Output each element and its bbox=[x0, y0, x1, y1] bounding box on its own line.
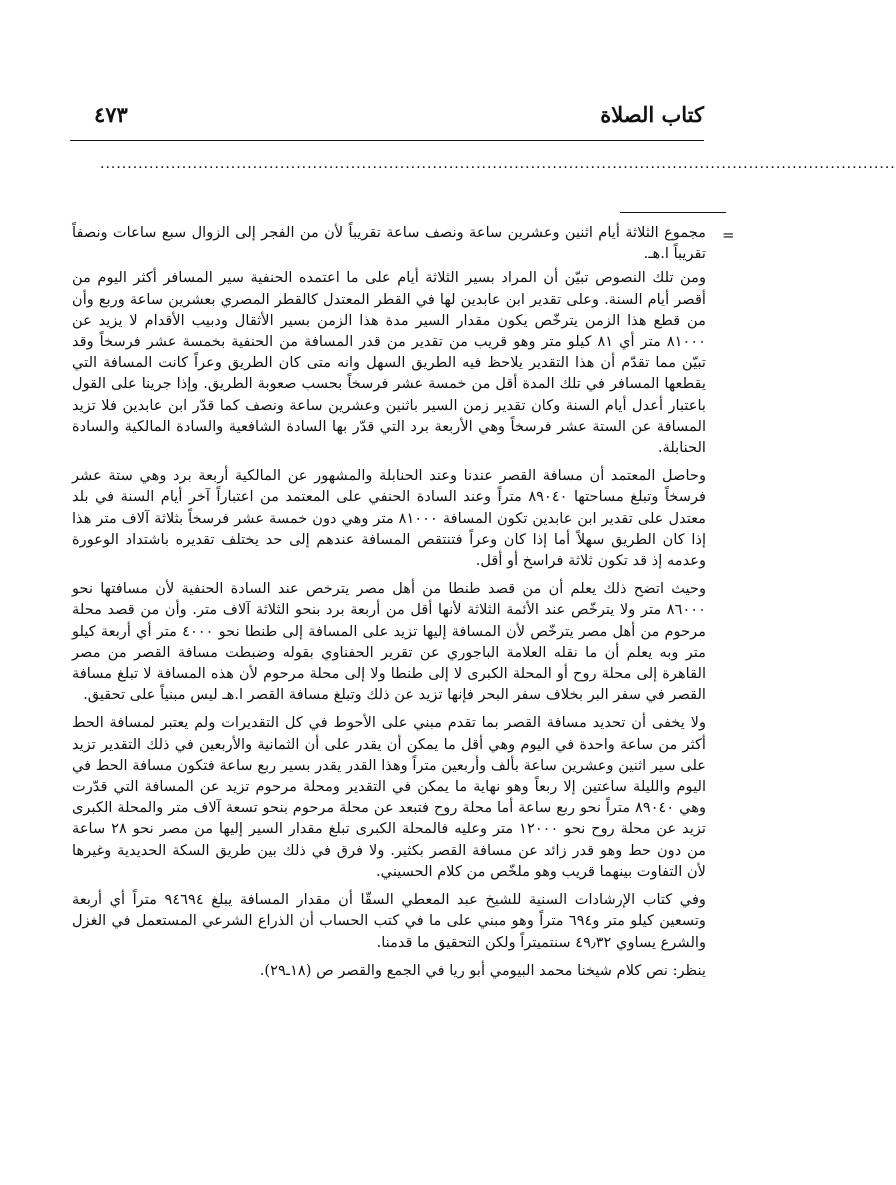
footnote-paragraph-7: ينظر: نص كلام شيخنا محمد البيومي أبو ريا في الجمع والقصر ص (١٨ـ٢٩). bbox=[259, 961, 706, 979]
chapter-title: كتاب الصلاة bbox=[600, 102, 704, 127]
footnote-paragraph-5: ولا يخفى أن تحديد مسافة القصر بما تقدم مبني على الأحوط في كل التقديرات ولم يعتبر لمسافة الحط أكثر من ساعة واحدة في اليوم وهي أقل ما يمكن أن يقدر على أن الثمانية والأربعين في ذلك التقدير تزيد على سير اثنين وعشرين ساعة بألف وأربعين متراً وهذا القدر يقدر بسير ربع ساعة فتكون مسافة الحط في اليوم والليلة ساعتين إلا ربعاً وهو نهاية ما يمكن في التقدير ومحلة مرحوم تزيد عن المسافة التي قدّرت وهي ٨٩٠٤٠ متراً نحو ربع ساعة أما محلة روح فتبعد عن محلة مرحوم بنحو تسعة آلاف متر والمحلة الكبرى تزيد عن محلة روح نحو ١٢٠٠٠ متر وعليه فالمحلة الكبرى تبلغ مقدار السير إليها من مصر نحو ٢٨ ساعة من دون حط وهو قدر زائد عن مسافة القصر بكثير. ولا فرق في ذلك بين طريق السكة الحديدية وغيرها لأن التفاوت بينهما قريب وهو ملخّص من كلام الحسيني. bbox=[72, 714, 706, 880]
footnote-paragraph-6: وفي كتاب الإرشادات السنية للشيخ عبد المعطي السقّا أن مقدار المسافة يبلغ ٩٤٦٩٤ متراً أي أربعة وتسعين كيلو متر و٦٩٤ متراً وهو مبني على ما في كتب الحساب أن الذراع الشرعي المستعمل في الغزل والشرع يساوي ٤٩٫٣٢ سنتميتراً ولكن التحقيق ما قدمنا. bbox=[72, 891, 706, 951]
running-header bbox=[70, 100, 704, 141]
ellipsis-separator: .................................................................................................................................................. bbox=[100, 156, 896, 172]
footnote-paragraph-3: وحاصل المعتمد أن مسافة القصر عندنا وعند الحنابلة والمشهور عن المالكية أربعة برد وهي ستة عشر فرسخاً وتبلغ مساحتها ٨٩٠٤٠ متراً وعند السادة الحنفي على المعتمد من اعتباراً آخر أيام السنة في بلد معتدل على تقدير ابن عابدين تكون المسافة ٨١٠٠٠ متر وهي دون خمسة عشر فرسخاً بثلاثة آلاف متر هذا إذا كان الطريق سهلاً أما إذا كان وعراً فتنتقص المسافة عندهم إلى حد يختلف تقديره باشتداد الوعورة وعدمه إذ قد تكون ثلاثة فراسخ أو أقل. bbox=[72, 467, 706, 570]
footnote-rule bbox=[620, 212, 726, 213]
footnote-body bbox=[72, 222, 706, 988]
footnote-continuation-marker: = bbox=[722, 226, 735, 244]
footnote-paragraph-4: وحيث اتضح ذلك يعلم أن من قصد طنطا من أهل مصر يترخص عند السادة الحنفية لأن مسافتها نحو ٨٦٠٠٠ متر ولا يترخّص عند الأئمة الثلاثة لأنها أقل من أربعة برد بنحو الثلاثة آلاف متر. وأن من قصد محلة مرحوم من أهل مصر يترخّص لأن المسافة إليها تزيد على المسافة إلى طنطا نحو ٤٠٠٠ متر أي أربعة كيلو متر وبه يعلم أن ما نقله العلامة الباجوري عن تقرير الحفناوي بقوله وضبطت مسافة القصر من مصر القاهرة إلى محلة روح أو المحلة الكبرى لا إلى طنطا ولا إلى محلة مرحوم لأن هذه المسافة لا تبلغ مسافة القصر في سفر البر بخلاف سفر البحر فإنها تزيد عن ذلك وتبلغ مسافة القصر ا.هـ ليس مبنياً على تحقيق. bbox=[72, 580, 706, 704]
footnote-paragraph-1: مجموع الثلاثة أيام اثنين وعشرين ساعة ونصف ساعة تقريباً لأن من الفجر إلى الزوال سبع ساعات ونصفاً تقريباً ا.هـ. bbox=[72, 224, 706, 263]
footnote-paragraph-2: ومن تلك النصوص تبيّن أن المراد بسير الثلاثة أيام على ما اعتمده الحنفية سير المسافر أكثر اليوم من أقصر أيام السنة. وعلى تقدير ابن عابدين لها في القطر المعتدل كالقطر المصري بعشرين ساعة وربع وأن من قطع هذا الزمن يترخّص يكون مقدار السير مدة هذا الزمن بسير الأثقال ودبيب الأقدام لا يزيد عن ٨١٠٠٠ متر أي ٨١ كيلو متر وهو قريب من تقدير من قدر المسافة من الحنفية بخمسة عشر فرسخاً وقد تبيّن مما تقدّم أن هذا التقدير يلاحظ فيه الطريق السهل وانه متى كان الطريق وعراً كانت المسافة التي يقطعها المسافر في تلك المدة أقل من خمسة عشر فرسخاً بحسب صعوبة الطريق. وإذا جرينا على القول باعتبار أعدل أيام السنة وكان تقدير زمن السير باثنين وعشرين ساعة ونصف كما قدّر ابن عابدين فلا تزيد المسافة عن الستة عشر فرسخاً وهي الأربعة برد التي قدّر بها السادة الشافعية والسادة المالكية والسادة الحنابلة. bbox=[72, 269, 707, 457]
page-number: ٤٧٣ bbox=[94, 102, 128, 127]
